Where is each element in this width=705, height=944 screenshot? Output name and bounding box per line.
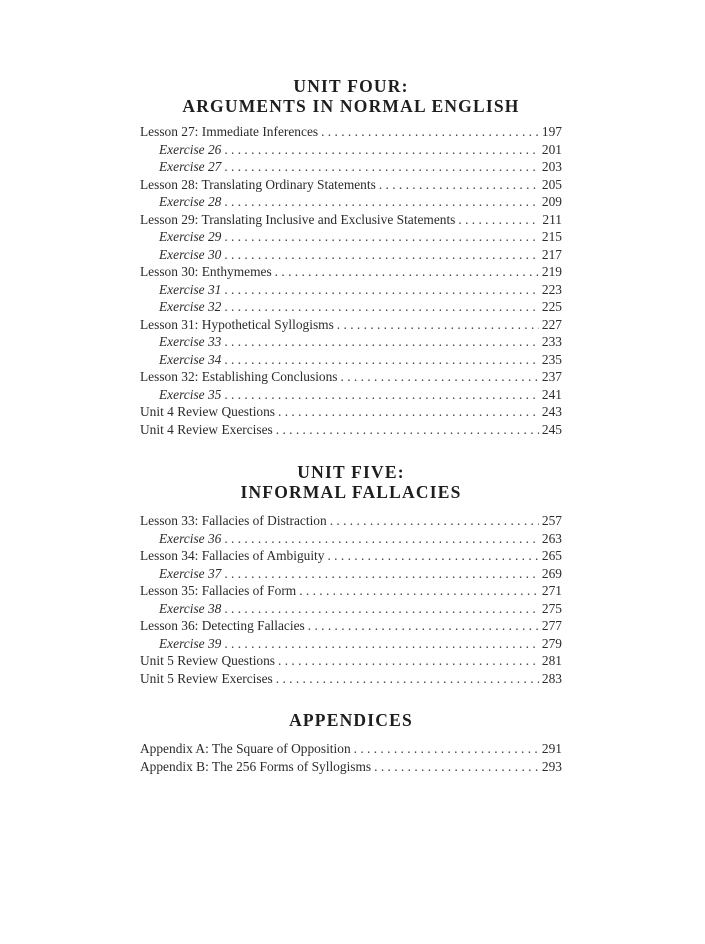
dot-leader: [276, 421, 539, 439]
dot-leader: [354, 740, 539, 758]
toc-entry-page-number: 225: [541, 299, 562, 314]
toc-entry: [140, 386, 562, 404]
toc-entry-page-number: 291: [541, 741, 562, 756]
toc-entry-page-number: 201: [541, 141, 562, 157]
unit-four-heading: [140, 76, 562, 116]
toc-entry-label: Exercise 33: [159, 334, 222, 349]
dot-leader: [224, 600, 539, 618]
toc-entry-label: Unit 4 Review Questions: [140, 404, 276, 419]
toc-entry: [140, 635, 562, 653]
toc-entry-page-number: 243: [541, 404, 562, 419]
toc-entry-page-number: 265: [541, 548, 562, 563]
toc-entry-page-number: 217: [541, 246, 562, 262]
toc-entry-page-number: 205: [541, 176, 562, 192]
toc-entry-page-number: 257: [541, 513, 562, 528]
toc-entry: [140, 368, 562, 386]
appendices-heading: [140, 710, 562, 730]
dot-leader: [224, 386, 539, 404]
toc-entry-page-number: 269: [541, 565, 562, 581]
toc-entry: [140, 298, 562, 316]
unit-four-title-line2: ARGUMENTS IN NORMAL ENGLISH: [182, 96, 520, 116]
toc-entry: [140, 281, 562, 299]
toc-entry-label: Unit 5 Review Questions: [140, 653, 276, 668]
unit-five-title-line2: INFORMAL FALLACIES: [240, 482, 462, 502]
unit-five-heading: [140, 462, 562, 502]
toc-entry: [140, 246, 562, 264]
dot-leader: [224, 530, 539, 548]
toc-entry-label: Lesson 30: Enthymemes: [140, 264, 272, 279]
unit-four-title-line1: UNIT FOUR:: [293, 76, 409, 96]
toc-entry-label: Exercise 26: [159, 141, 222, 157]
dot-leader: [224, 281, 539, 299]
toc-entry-label: Exercise 36: [159, 530, 222, 546]
toc-entry-label: Lesson 28: Translating Ordinary Statements: [140, 176, 376, 192]
dot-leader: [224, 565, 539, 583]
toc-entry-page-number: 219: [541, 264, 562, 279]
toc-entry-page-number: 271: [541, 583, 562, 598]
toc-entry-page-number: 241: [541, 386, 562, 402]
toc-entry-page-number: 279: [541, 635, 562, 651]
toc-entry-label: Lesson 35: Fallacies of Form: [140, 583, 297, 598]
appendices-title: APPENDICES: [289, 710, 413, 730]
toc-entry: [140, 758, 562, 776]
toc-entry-label: Appendix A: The Square of Opposition: [140, 741, 351, 756]
dot-leader: [341, 368, 539, 386]
dot-leader: [299, 582, 539, 600]
dot-leader: [330, 512, 539, 530]
toc-entry-page-number: 281: [541, 653, 562, 668]
toc-entry: [140, 582, 562, 600]
dot-leader: [327, 547, 538, 565]
dot-leader: [224, 158, 539, 176]
toc-entry: [140, 316, 562, 334]
toc-entry-label: Lesson 34: Fallacies of Ambiguity: [140, 548, 325, 563]
toc-entry: [140, 263, 562, 281]
dot-leader: [374, 758, 539, 776]
toc-entry-page-number: 277: [541, 618, 562, 633]
toc-entry-label: Lesson 27: Immediate Inferences: [140, 124, 319, 139]
dot-leader: [224, 298, 539, 316]
toc-entry-label: Exercise 37: [159, 565, 222, 581]
toc-entry-label: Exercise 27: [159, 159, 222, 174]
toc-entry-page-number: 235: [541, 351, 562, 367]
toc-entry-label: Unit 5 Review Exercises: [140, 670, 273, 686]
toc-entry-page-number: 275: [541, 600, 562, 616]
dot-leader: [458, 211, 539, 229]
unit-five-entries: [140, 512, 562, 687]
toc-entry-page-number: 209: [541, 194, 562, 209]
dot-leader: [276, 670, 539, 688]
toc-entry: [140, 740, 562, 758]
toc-entry-page-number: 233: [541, 334, 562, 349]
toc-entry-label: Exercise 29: [159, 229, 222, 244]
toc-entry-page-number: 293: [541, 758, 562, 774]
toc-entry: [140, 333, 562, 351]
toc-entry: [140, 565, 562, 583]
dot-leader: [224, 246, 539, 264]
unit-four-entries: [140, 123, 562, 438]
dot-leader: [275, 263, 539, 281]
toc-entry: [140, 228, 562, 246]
toc-entry: [140, 176, 562, 194]
toc-entry: [140, 141, 562, 159]
dot-leader: [379, 176, 539, 194]
toc-entry-page-number: 263: [541, 530, 562, 546]
toc-entry: [140, 512, 562, 530]
dot-leader: [224, 351, 539, 369]
toc-entry-page-number: 197: [541, 124, 562, 139]
toc-entry-label: Exercise 32: [159, 299, 222, 314]
toc-entry-label: Exercise 35: [159, 386, 222, 402]
toc-entry-label: Appendix B: The 256 Forms of Syllogisms: [140, 758, 372, 774]
toc-entry: [140, 600, 562, 618]
dot-leader: [278, 403, 539, 421]
dot-leader: [308, 617, 539, 635]
dot-leader: [224, 228, 539, 246]
toc-entry: [140, 403, 562, 421]
toc-entry: [140, 193, 562, 211]
dot-leader: [337, 316, 539, 334]
toc-entry-label: Exercise 28: [159, 194, 222, 209]
toc-entry-label: Exercise 30: [159, 246, 222, 262]
toc-entry-label: Unit 4 Review Exercises: [140, 421, 273, 437]
toc-entry-page-number: 283: [541, 670, 562, 686]
dot-leader: [224, 635, 539, 653]
toc-entry-label: Lesson 36: Detecting Fallacies: [140, 618, 305, 633]
dot-leader: [321, 123, 539, 141]
toc-entry-page-number: 203: [541, 159, 562, 174]
toc-entry: [140, 351, 562, 369]
toc-entry: [140, 547, 562, 565]
toc-entry-label: Lesson 29: Translating Inclusive and Exclusive Statements: [140, 211, 456, 227]
toc-entry-page-number: 227: [541, 316, 562, 332]
toc-entry-label: Exercise 31: [159, 281, 222, 297]
toc-entry-label: Lesson 32: Establishing Conclusions: [140, 369, 338, 384]
toc-entry-label: Lesson 31: Hypothetical Syllogisms: [140, 316, 334, 332]
toc-entry-page-number: 237: [541, 369, 562, 384]
appendices-entries: [140, 740, 562, 775]
dot-leader: [224, 193, 539, 211]
dot-leader: [224, 333, 539, 351]
toc-entry: [140, 652, 562, 670]
unit-five-title-line1: UNIT FIVE:: [297, 462, 405, 482]
toc-entry-label: Exercise 38: [159, 600, 222, 616]
toc-entry: [140, 617, 562, 635]
toc-entry-label: Exercise 39: [159, 635, 222, 651]
toc-entry: [140, 670, 562, 688]
toc-entry: [140, 530, 562, 548]
toc-entry: [140, 158, 562, 176]
toc-entry-page-number: 245: [541, 421, 562, 437]
toc-entry-label: Lesson 33: Fallacies of Distraction: [140, 513, 327, 528]
toc-entry: [140, 421, 562, 439]
dot-leader: [278, 652, 539, 670]
dot-leader: [224, 141, 539, 159]
toc-entry: [140, 211, 562, 229]
toc-entry: [140, 123, 562, 141]
toc-entry-page-number: 223: [541, 281, 562, 297]
toc-entry-label: Exercise 34: [159, 351, 222, 367]
toc-entry-page-number: 215: [541, 229, 562, 244]
toc-entry-page-number: 211: [542, 211, 562, 227]
